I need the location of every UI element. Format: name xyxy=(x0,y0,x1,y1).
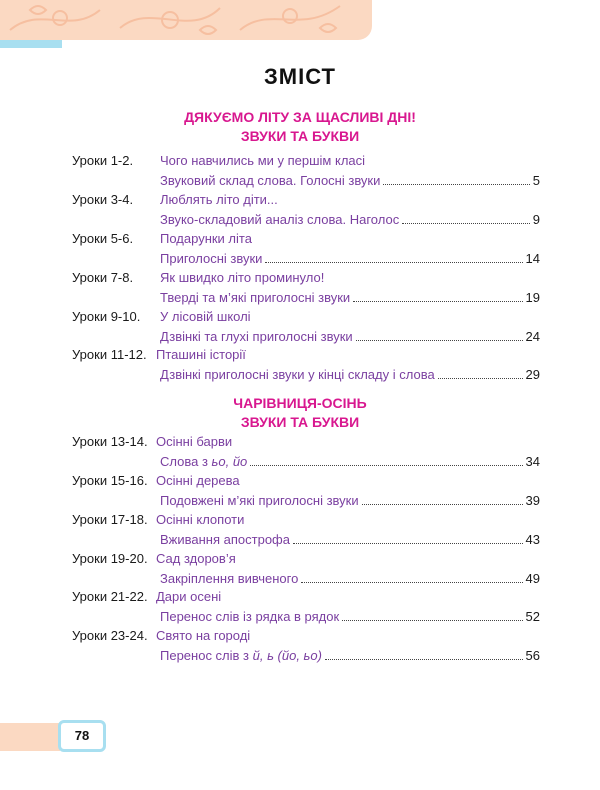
leader-dots xyxy=(293,542,523,544)
leader-dots xyxy=(265,261,522,263)
leader-dots xyxy=(383,183,529,185)
lesson-subtopic: Перенос слів із рядка в рядок xyxy=(160,609,340,624)
lesson-topic: Осінні дерева xyxy=(156,473,240,488)
lesson-subtopic: Дзвінкі приголосні звуки у кінці складу і слова xyxy=(160,367,435,382)
toc-entry[interactable] xyxy=(72,512,542,552)
lesson-topic: Подарунки літа xyxy=(160,231,252,246)
page-ref: 24 xyxy=(525,329,540,344)
lesson-subtopic: Подовжені м’які приголосні звуки xyxy=(160,493,359,508)
lesson-number: Уроки 21-22. xyxy=(72,589,148,604)
page-ref: 52 xyxy=(525,609,540,624)
lesson-number: Уроки 7-8. xyxy=(72,270,134,285)
lesson-subtopic: Закріплення вивченого xyxy=(160,571,299,586)
lesson-subtopic: Дзвінкі та глухі приголосні звуки xyxy=(160,329,353,344)
toc-entry[interactable] xyxy=(72,434,542,474)
lesson-topic: Осінні барви xyxy=(156,434,233,449)
leader-dots xyxy=(325,658,523,660)
toc-entry[interactable] xyxy=(72,347,542,387)
lesson-number: Уроки 23-24. xyxy=(72,628,148,643)
toc-entry[interactable] xyxy=(72,551,542,591)
section-heading-2 xyxy=(0,394,600,432)
page-ref: 49 xyxy=(525,571,540,586)
page-ref: 19 xyxy=(525,290,540,305)
page-ref: 56 xyxy=(525,648,540,663)
lesson-topic: Пташині історії xyxy=(156,347,246,362)
subtopic-text: Слова з xyxy=(160,454,212,469)
toc-entry[interactable] xyxy=(72,589,542,629)
lesson-number: Уроки 9-10. xyxy=(72,309,141,324)
toc-entry[interactable] xyxy=(72,153,542,193)
lesson-number: Уроки 19-20. xyxy=(72,551,148,566)
lesson-number: Уроки 13-14. xyxy=(72,434,148,449)
page-ref: 29 xyxy=(525,367,540,382)
leader-dots xyxy=(301,581,522,583)
toc-entry[interactable] xyxy=(72,270,542,310)
page-ref: 39 xyxy=(525,493,540,508)
section-heading-line: ЗВУКИ ТА БУКВИ xyxy=(240,414,360,430)
page-ref: 43 xyxy=(525,532,540,547)
lesson-number: Уроки 15-16. xyxy=(72,473,148,488)
lesson-subtopic xyxy=(160,454,247,469)
toc-entry[interactable] xyxy=(72,309,542,349)
leader-dots xyxy=(250,464,522,466)
lesson-subtopic: Звуковий склад слова. Голосні звуки xyxy=(160,173,381,188)
page-ref: 9 xyxy=(532,212,540,227)
lesson-topic: Як швидко літо проминуло! xyxy=(160,270,325,285)
section-heading-1 xyxy=(0,108,600,146)
lesson-topic: Свято на городі xyxy=(156,628,251,643)
toc-entry[interactable] xyxy=(72,192,542,232)
lesson-number: Уроки 5-6. xyxy=(72,231,134,246)
header-accent-bar xyxy=(0,40,62,48)
floral-ornament xyxy=(0,0,372,40)
section-heading-line: ЗВУКИ ТА БУКВИ xyxy=(240,128,360,144)
toc-entry[interactable] xyxy=(72,231,542,271)
leader-dots xyxy=(438,377,523,379)
page-number: 78 xyxy=(58,720,106,752)
lesson-topic: Осінні клопоти xyxy=(156,512,245,527)
lesson-subtopic xyxy=(160,648,322,663)
lesson-number: Уроки 3-4. xyxy=(72,192,134,207)
subtopic-text: Перенос слів з xyxy=(160,648,253,663)
lesson-topic: Сад здоров’я xyxy=(156,551,236,566)
leader-dots xyxy=(402,222,530,224)
page-tab-strip xyxy=(0,723,60,751)
leader-dots xyxy=(362,503,523,505)
lesson-subtopic: Тверді та м’які приголосні звуки xyxy=(160,290,351,305)
leader-dots xyxy=(353,300,522,302)
lesson-number: Уроки 17-18. xyxy=(72,512,148,527)
lesson-subtopic: Приголосні звуки xyxy=(160,251,263,266)
page-title: ЗМІСТ xyxy=(264,64,336,89)
page-ref: 34 xyxy=(525,454,540,469)
leader-dots xyxy=(342,619,522,621)
lesson-topic: Чого навчились ми у першім класі xyxy=(160,153,366,168)
section-heading-line: ЧАРІВНИЦЯ-ОСІНЬ xyxy=(233,395,367,411)
header-decorative-band xyxy=(0,0,372,40)
page-ref: 5 xyxy=(532,173,540,188)
lesson-topic: Дари осені xyxy=(156,589,222,604)
toc-entry[interactable] xyxy=(72,628,542,668)
lesson-number: Уроки 11-12. xyxy=(72,347,147,362)
lesson-topic: У лісовій школі xyxy=(160,309,251,324)
lesson-subtopic: Вживання апострофа xyxy=(160,532,290,547)
page-ref: 14 xyxy=(525,251,540,266)
toc-entry[interactable] xyxy=(72,473,542,513)
subtopic-italic: й, ь (йо, ьо) xyxy=(252,648,322,663)
lesson-number: Уроки 1-2. xyxy=(72,153,134,168)
leader-dots xyxy=(356,339,523,341)
lesson-topic: Люблять літо діти... xyxy=(160,192,278,207)
section-heading-line: ДЯКУЄМО ЛІТУ ЗА ЩАСЛИВІ ДНІ! xyxy=(184,109,416,125)
subtopic-italic: ьо, йо xyxy=(211,454,248,469)
lesson-subtopic: Звуко-складовий аналіз слова. Наголос xyxy=(160,212,400,227)
